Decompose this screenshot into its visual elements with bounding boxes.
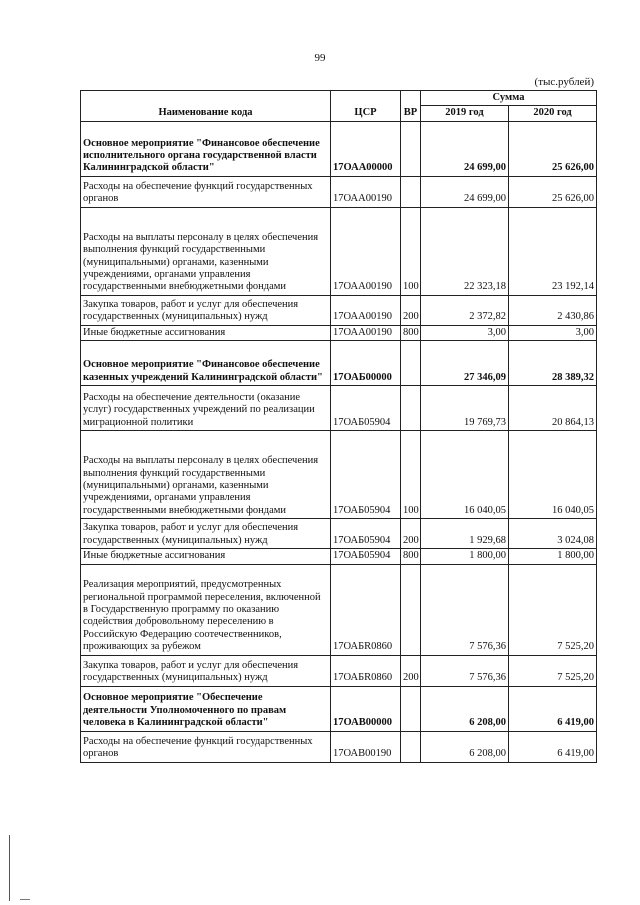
col-header-sum: Сумма xyxy=(421,91,597,106)
sum-2019-cell: 1 800,00 xyxy=(421,549,509,564)
name-cell: Закупка товаров, работ и услуг для обеспечения государственных (муниципальных) нужд xyxy=(81,655,331,686)
vr-cell xyxy=(401,731,421,762)
name-cell: Иные бюджетные ассигнования xyxy=(81,325,331,340)
csr-cell: 17ОАА00190 xyxy=(331,295,401,325)
vr-cell xyxy=(401,341,421,386)
table-row xyxy=(81,686,597,731)
table-body xyxy=(81,121,597,762)
sum-2019-cell: 24 699,00 xyxy=(421,176,509,207)
table-row xyxy=(81,386,597,431)
csr-cell: 17ОАА00000 xyxy=(331,121,401,176)
sum-2020-cell: 1 800,00 xyxy=(509,549,597,564)
table-row xyxy=(81,549,597,564)
sum-2020-cell: 25 626,00 xyxy=(509,121,597,176)
sum-2019-cell: 24 699,00 xyxy=(421,121,509,176)
sum-2019-cell: 16 040,05 xyxy=(421,431,509,519)
sum-2020-cell: 20 864,13 xyxy=(509,386,597,431)
csr-cell: 17ОАБ00000 xyxy=(331,341,401,386)
csr-cell: 17ОАБ05904 xyxy=(331,431,401,519)
table-row xyxy=(81,564,597,655)
sum-2020-cell: 23 192,14 xyxy=(509,207,597,295)
name-cell: Расходы на обеспечение деятельности (оказание услуг) государственных учреждений по реализации миграционной политики xyxy=(81,386,331,431)
vr-cell: 200 xyxy=(401,655,421,686)
sum-2020-cell: 3,00 xyxy=(509,325,597,340)
margin-line xyxy=(9,835,10,901)
name-cell: Основное мероприятие "Финансовое обеспечение казенных учреждений Калининградской области" xyxy=(81,341,331,386)
csr-cell: 17ОАА00190 xyxy=(331,325,401,340)
csr-cell: 17ОАВ00190 xyxy=(331,731,401,762)
csr-cell: 17ОАБ05904 xyxy=(331,519,401,549)
table-row xyxy=(81,207,597,295)
page-number: 99 xyxy=(314,52,326,64)
sum-2019-cell: 19 769,73 xyxy=(421,386,509,431)
csr-cell: 17ОАБR0860 xyxy=(331,564,401,655)
name-cell: Расходы на обеспечение функций государственных органов xyxy=(81,731,331,762)
sum-2019-cell: 6 208,00 xyxy=(421,731,509,762)
sum-2019-cell: 1 929,68 xyxy=(421,519,509,549)
vr-cell: 100 xyxy=(401,431,421,519)
table-row xyxy=(81,655,597,686)
vr-cell: 800 xyxy=(401,549,421,564)
table-row xyxy=(81,731,597,762)
table-row xyxy=(81,295,597,325)
table-row xyxy=(81,341,597,386)
sum-2020-cell: 25 626,00 xyxy=(509,176,597,207)
csr-cell: 17ОАБ05904 xyxy=(331,386,401,431)
sum-2020-cell: 7 525,20 xyxy=(509,655,597,686)
vr-cell xyxy=(401,686,421,731)
csr-cell: 17ОАБR0860 xyxy=(331,655,401,686)
csr-cell: 17ОАВ00000 xyxy=(331,686,401,731)
sum-2020-cell: 2 430,86 xyxy=(509,295,597,325)
sum-2020-cell: 6 419,00 xyxy=(509,731,597,762)
vr-cell: 800 xyxy=(401,325,421,340)
vr-cell: 200 xyxy=(401,295,421,325)
units-label: (тыс.рублей) xyxy=(534,76,594,88)
col-header-2019: 2019 год xyxy=(421,106,509,121)
budget-table xyxy=(80,90,597,763)
sum-2019-cell: 6 208,00 xyxy=(421,686,509,731)
name-cell: Иные бюджетные ассигнования xyxy=(81,549,331,564)
sum-2019-cell: 27 346,09 xyxy=(421,341,509,386)
sum-2020-cell: 6 419,00 xyxy=(509,686,597,731)
sum-2019-cell: 7 576,36 xyxy=(421,564,509,655)
name-cell: Закупка товаров, работ и услуг для обеспечения государственных (муниципальных) нужд xyxy=(81,295,331,325)
csr-cell: 17ОАБ05904 xyxy=(331,549,401,564)
sum-2020-cell: 16 040,05 xyxy=(509,431,597,519)
sum-2020-cell: 28 389,32 xyxy=(509,341,597,386)
name-cell: Расходы на обеспечение функций государственных органов xyxy=(81,176,331,207)
margin-tick xyxy=(20,899,30,900)
vr-cell xyxy=(401,176,421,207)
vr-cell: 200 xyxy=(401,519,421,549)
vr-cell xyxy=(401,121,421,176)
table-row xyxy=(81,325,597,340)
col-header-vr: ВР xyxy=(401,91,421,122)
vr-cell xyxy=(401,386,421,431)
table-row xyxy=(81,431,597,519)
sum-2019-cell: 2 372,82 xyxy=(421,295,509,325)
sum-2019-cell: 7 576,36 xyxy=(421,655,509,686)
sum-2020-cell: 7 525,20 xyxy=(509,564,597,655)
name-cell: Основное мероприятие "Финансовое обеспечение исполнительного органа государственной власти Калининградской области" xyxy=(81,121,331,176)
col-header-name: Наименование кода xyxy=(81,91,331,122)
table-row xyxy=(81,176,597,207)
col-header-2020: 2020 год xyxy=(509,106,597,121)
col-header-csr: ЦСР xyxy=(331,91,401,122)
csr-cell: 17ОАА00190 xyxy=(331,207,401,295)
name-cell: Расходы на выплаты персоналу в целях обеспечения выполнения функций государственными (муниципальными) органами, казенными учреждениями, органами управления государственными внебюджетными фондами xyxy=(81,431,331,519)
sum-2020-cell: 3 024,08 xyxy=(509,519,597,549)
sum-2019-cell: 22 323,18 xyxy=(421,207,509,295)
vr-cell xyxy=(401,564,421,655)
name-cell: Закупка товаров, работ и услуг для обеспечения государственных (муниципальных) нужд xyxy=(81,519,331,549)
name-cell: Расходы на выплаты персоналу в целях обеспечения выполнения функций государственными (муниципальными) органами, казенными учреждениями, органами управления государственными внебюджетными фондами xyxy=(81,207,331,295)
vr-cell: 100 xyxy=(401,207,421,295)
csr-cell: 17ОАА00190 xyxy=(331,176,401,207)
table-row xyxy=(81,519,597,549)
sum-2019-cell: 3,00 xyxy=(421,325,509,340)
name-cell: Реализация мероприятий, предусмотренных региональной программой переселения, включенной в Государственную программу по оказанию содействия добровольному переселению в Российскую Федерацию соотечественников, проживающих за рубежом xyxy=(81,564,331,655)
table-row xyxy=(81,121,597,176)
name-cell: Основное мероприятие "Обеспечение деятельности Уполномоченного по правам человека в Калининградской области" xyxy=(81,686,331,731)
